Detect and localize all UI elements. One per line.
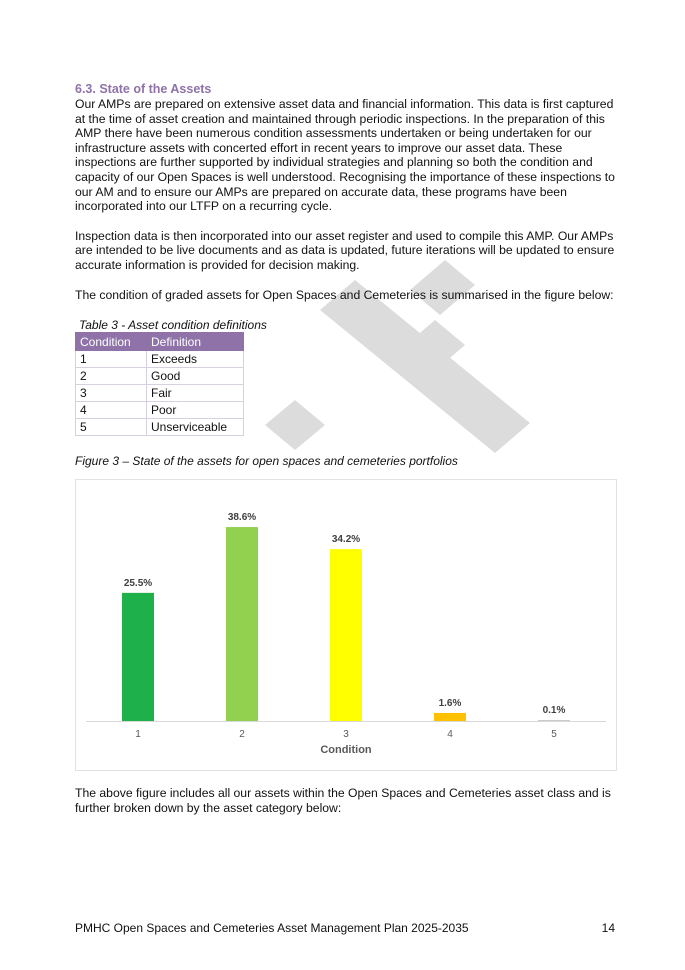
x-tick-label: 3 (343, 729, 349, 740)
table-row (76, 419, 244, 436)
paragraph-asset-category: The above figure includes all our assets within the Open Spaces and Cemeteries asset class and is further broken down by the asset category below: (75, 786, 611, 815)
table-row (76, 402, 244, 419)
table-cell-definition: Good (147, 368, 244, 385)
x-tick-label: 1 (135, 729, 141, 740)
data-label: 0.1% (542, 705, 566, 716)
condition-bar-chart (75, 479, 617, 771)
table-cell-definition: Poor (147, 402, 244, 419)
table-row (76, 368, 244, 385)
data-label: 25.5% (123, 577, 153, 589)
table-cell-condition: 4 (76, 402, 147, 419)
bar-condition-2 (226, 527, 258, 721)
data-label: 38.6% (227, 512, 257, 524)
bar-condition-4 (434, 713, 466, 721)
table-cell-condition: 1 (76, 351, 147, 368)
table-cell-condition: 3 (76, 385, 147, 402)
column-header-definition: Definition (147, 333, 244, 351)
condition-table (75, 332, 244, 436)
x-tick-label: 5 (551, 729, 557, 740)
bar-condition-5 (538, 720, 570, 721)
table-cell-definition: Unserviceable (147, 419, 244, 436)
paragraph-condition-summary: The condition of graded assets for Open Spaces and Cemeteries is summarised in the figure below: (75, 287, 614, 302)
x-tick-label: 2 (239, 729, 245, 740)
table-cell-definition: Exceeds (147, 351, 244, 368)
x-tick-label: 4 (447, 729, 453, 740)
paragraph-asset-data: Our AMPs are prepared on extensive asset data and financial information. This data is first captured at the time of asset creation and maintained through periodic inspections. In the preparation of this AMP there have been numerous condition assessments undertaken or being undertaken for our infrastructure assets with concerted effort in recent years to improve our asset data. These inspections are further supported by individual strategies and planning so both the condition and capacity of our Open Spaces is well understood. Recognising the importance of these inspections to our AM and to ensure our AMPs are prepared on accurate data, these programs have been incorporated into our LTFP on a recurring cycle. (75, 97, 615, 214)
paragraph-inspection-data: Inspection data is then incorporated into our asset register and used to compile this AMP. Our AMPs are intended to be live documents and as data is updated, future iterations will be updated to ensure accurate information is provided for decision making. (75, 228, 615, 272)
chart-svg (76, 480, 616, 770)
table-cell-condition: 2 (76, 368, 147, 385)
bar-condition-3 (330, 549, 362, 721)
column-header-condition: Condition (76, 333, 147, 351)
page-number: 14 (601, 921, 615, 935)
table-row (76, 385, 244, 402)
figure-caption: Figure 3 – State of the assets for open spaces and cemeteries portfolios (75, 454, 458, 469)
after-figure-content (75, 786, 615, 830)
data-label: 34.2% (331, 534, 361, 546)
bar-condition-1 (122, 593, 154, 721)
main-content (75, 82, 615, 468)
table-cell-condition: 5 (76, 419, 147, 436)
data-label: 1.6% (438, 697, 462, 709)
footer-title: PMHC Open Spaces and Cemeteries Asset Management Plan 2025-2035 (75, 921, 469, 935)
x-axis-label: Condition (320, 744, 372, 756)
section-heading: 6.3. State of the Assets (75, 82, 212, 96)
table-cell-definition: Fair (147, 385, 244, 402)
table-caption: Table 3 - Asset condition definitions (79, 318, 267, 333)
table-header-row (76, 333, 244, 351)
table-row (76, 351, 244, 368)
